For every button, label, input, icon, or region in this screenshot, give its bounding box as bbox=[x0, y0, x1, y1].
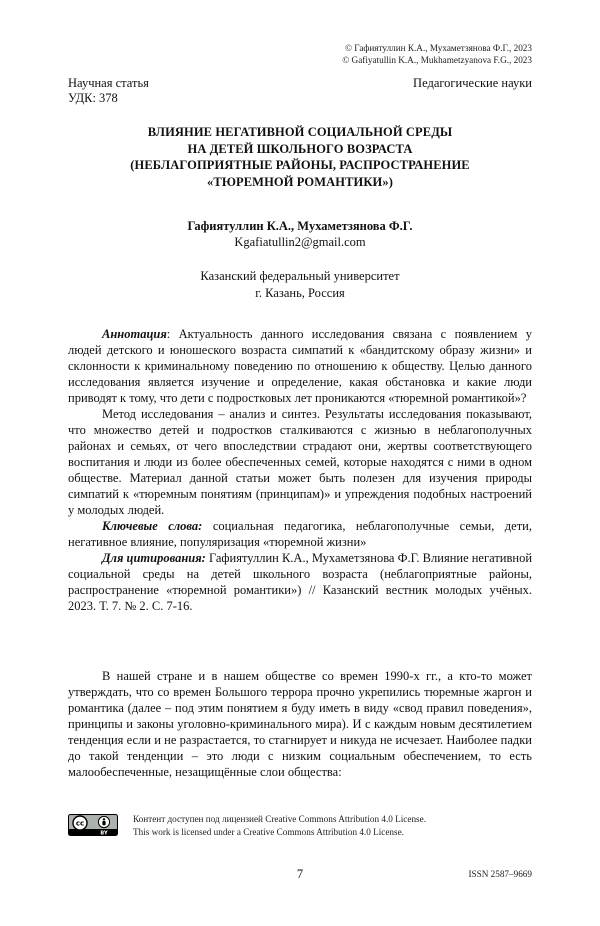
article-title bbox=[68, 124, 532, 190]
copyright-notice bbox=[342, 42, 532, 66]
license-text bbox=[133, 813, 426, 838]
title-line: «ТЮРЕМНОЙ РОМАНТИКИ») bbox=[207, 174, 393, 189]
main-text-section bbox=[68, 668, 532, 780]
citation-paragraph bbox=[68, 550, 532, 614]
abstract-text: Актуальность данного исследования связана с появлением у людей детского и юношеского возраста симпатий к «бандитскому образу жизни» и склонности к криминальному поведению по отношению к обществу. Целью данного исследования является изучение и определение, какая обстановка и какие люди приводят к тому, что дети с подростковых лет проникаются «тюремной романтикой»? bbox=[68, 327, 532, 405]
body-paragraph: В нашей стране и в нашем обществе со времен 1990-х гг., а кто-то может утверждать, что со времен Большого террора прочно укрепились тюремные жаргон и романтика (далее – под этим понятием я буду иметь в виду «свод правил поведения», принципы и законы уголовно-криминального мира). И с каждым новым десятилетием тенденция если и не разрастается, то стагнирует и никуда не исчезает. Наиболее падки до такой тенденции – это люди с низким социальным обеспечением, то есть малообеспеченные, незащищённые слои общества: bbox=[68, 669, 532, 779]
title-line: ВЛИЯНИЕ НЕГАТИВНОЙ СОЦИАЛЬНОЙ СРЕДЫ bbox=[147, 125, 453, 139]
license-line-ru: Контент доступен под лицензией Creative Commons Attribution 4.0 License. bbox=[133, 814, 426, 824]
article-meta bbox=[68, 76, 149, 106]
city-country: г. Казань, Россия bbox=[255, 286, 345, 300]
article-type: Научная статья bbox=[68, 76, 149, 90]
creative-commons-icon bbox=[73, 816, 87, 830]
abstract-paragraph bbox=[68, 326, 532, 406]
license-block bbox=[68, 811, 532, 847]
cc-badge-text: cc bbox=[75, 819, 85, 828]
by-badge-text: BY bbox=[100, 830, 108, 836]
cc-by-badge[interactable] bbox=[68, 814, 118, 836]
keywords-paragraph bbox=[68, 518, 532, 550]
issn-number: ISSN 2587–9669 bbox=[468, 869, 532, 879]
copyright-line-en: © Gafiyatullin K.A., Mukhametzyanova F.G., 2023 bbox=[342, 55, 532, 65]
udk-code: УДК: 378 bbox=[68, 91, 118, 105]
author-email[interactable]: Kgafiatullin2@gmail.com bbox=[234, 235, 366, 249]
title-line: НА ДЕТЕЙ ШКОЛЬНОГО ВОЗРАСТА bbox=[187, 141, 413, 156]
science-field: Педагогические науки bbox=[413, 76, 532, 90]
citation-text: Гафиятуллин К.А., Мухаметзянова Ф.Г. Влияние негативной социальной среды на детей школьного возраста (неблагоприятные районы, распространение «тюремной романтики») // Казанский вестник молодых учёных. 2023. Т. 7. № 2. С. 7-16. bbox=[68, 551, 533, 613]
title-line: (НЕБЛАГОПРИЯТНЫЕ РАЙОНЫ, РАСПРОСТРАНЕНИЕ bbox=[130, 158, 470, 172]
license-line-en: This work is licensed under a Creative Commons Attribution 4.0 License. bbox=[133, 826, 404, 837]
university-name: Казанский федеральный университет bbox=[200, 269, 400, 283]
author-names: Гафиятуллин К.А., Мухаметзянова Ф.Г. bbox=[187, 219, 413, 233]
method-paragraph: Метод исследования – анализ и синтез. Результаты исследования показывают, что множество детей и подростков сталкиваются с жизнью в неблагополучных районах и семьях, от чего впоследствии страдают они, жертвы соответствующего воспитания и люди из более обеспеченных семей, которые находятся с ними в одном обществе. Материал данной статьи может быть полезен для изучения природы симпатий к «тюремным понятиям (принципам)» и упреждения подобных настроений у молодых людей. bbox=[68, 407, 532, 517]
page-number: 7 bbox=[296, 867, 304, 881]
affiliation-block bbox=[68, 268, 532, 302]
keywords-text: социальная педагогика, неблагополучные семьи, дети, негативное влияние, популяризация «тюремной жизни» bbox=[68, 519, 532, 549]
keywords-label: Ключевые слова: bbox=[102, 519, 203, 533]
copyright-line-ru: © Гафиятуллин К.А., Мухаметзянова Ф.Г., 2023 bbox=[344, 43, 532, 53]
attribution-person-icon bbox=[98, 816, 109, 827]
abstract-section bbox=[68, 326, 532, 614]
abstract-separator: : bbox=[166, 327, 179, 341]
citation-label: Для цитирования: bbox=[102, 551, 206, 565]
authors-block bbox=[68, 218, 532, 250]
abstract-label: Аннотация bbox=[102, 327, 167, 341]
